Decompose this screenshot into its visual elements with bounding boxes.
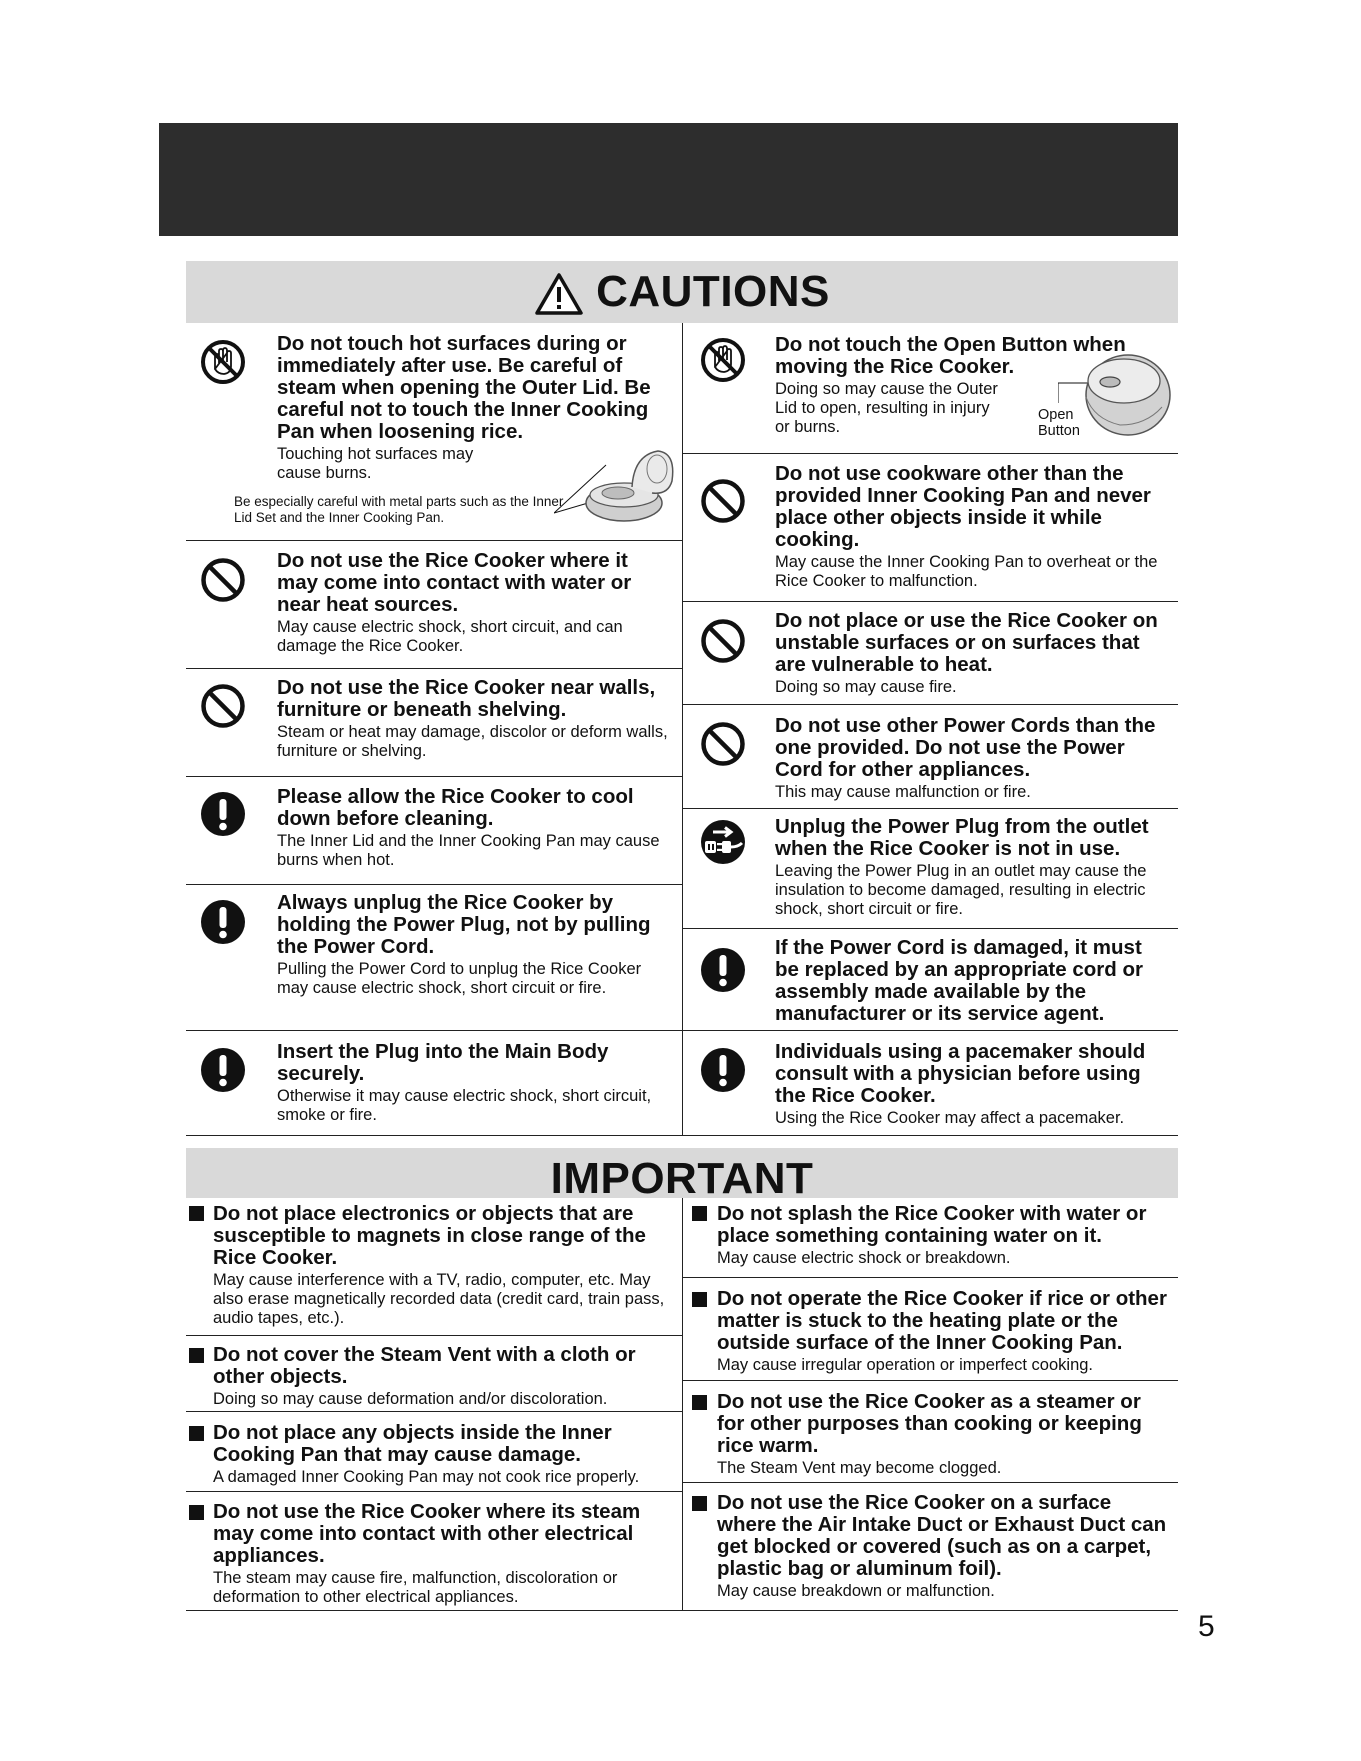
important-heading: Do not operate the Rice Cooker if rice or other matter is stuck to the heating plate or the outside surface of the Inner Cooking Pan. [717, 1287, 1167, 1354]
caution-note: Be especially careful with metal parts such as the Inner Lid Set and the Inner Cooking Pan. [234, 494, 564, 525]
caution-item [682, 602, 1178, 705]
important-heading: Do not cover the Steam Vent with a cloth or other objects. [213, 1343, 636, 1388]
bullet-square-icon [692, 1395, 707, 1410]
prohibited-icon [700, 618, 746, 664]
important-body: The steam may cause fire, malfunction, discoloration or deformation to other electrical appliances. [213, 1569, 618, 1606]
important-item [186, 1336, 682, 1412]
open-button-callout: Open Button [1038, 407, 1080, 439]
bullet-square-icon [189, 1505, 204, 1520]
important-title: IMPORTANT [550, 1154, 814, 1203]
caution-item [186, 777, 682, 885]
caution-body: Pulling the Power Cord to unplug the Rice Cooker may cause electric shock, short circuit or fire. [277, 960, 642, 997]
caution-item [186, 669, 682, 777]
caution-heading: Unplug the Power Plug from the outlet when the Rice Cooker is not in use. [775, 815, 1149, 860]
mandatory-icon [200, 1047, 246, 1093]
important-body: The Steam Vent may become clogged. [717, 1459, 1002, 1477]
important-body: May cause irregular operation or imperfect cooking. [717, 1356, 1094, 1374]
important-right-column [682, 1198, 1178, 1611]
mandatory-icon [700, 947, 746, 993]
no-touch-icon [700, 337, 746, 383]
caution-heading: Do not place or use the Rice Cooker on unstable surfaces or on surfaces that are vulnerable to heat. [775, 609, 1158, 676]
important-heading: Do not place electronics or objects that are susceptible to magnets in close range of the Rice Cooker. [213, 1202, 646, 1269]
caution-body: Doing so may cause the Outer Lid to open, resulting in injury or burns. [775, 380, 998, 436]
important-heading: Do not use the Rice Cooker on a surface where the Air Intake Duct or Exhaust Duct can get blocked or covered (such as on a carpet, plastic bag or aluminum foil). [717, 1491, 1167, 1580]
mandatory-icon [200, 791, 246, 837]
important-heading: Do not splash the Rice Cooker with water or place something containing water on it. [717, 1202, 1147, 1247]
caution-body: Touching hot surfaces may cause burns. [277, 445, 474, 482]
caution-body: Leaving the Power Plug in an outlet may cause the insulation to become damaged, resulting in electric shock, short circuit or fire. [775, 862, 1147, 918]
caution-item [682, 929, 1178, 1031]
caution-heading: Please allow the Rice Cooker to cool down before cleaning. [277, 785, 634, 830]
caution-heading: Do not use the Rice Cooker where it may come into contact with water or near heat sources. [277, 549, 632, 616]
caution-heading: If the Power Cord is damaged, it must be replaced by an appropriate cord or assembly made available by the manufacturer or its service agent. [775, 936, 1143, 1025]
important-banner [186, 1148, 1178, 1203]
important-body: A damaged Inner Cooking Pan may not cook rice properly. [213, 1468, 640, 1486]
important-heading: Do not use the Rice Cooker as a steamer or for other purposes than cooking or keeping rice warm. [717, 1390, 1142, 1457]
important-body: May cause electric shock or breakdown. [717, 1249, 1011, 1267]
no-touch-icon [200, 339, 246, 385]
caution-body: Otherwise it may cause electric shock, short circuit, smoke or fire. [277, 1087, 652, 1124]
important-heading: Do not use the Rice Cooker where its steam may come into contact with other electrical appliances. [213, 1500, 641, 1567]
cautions-title: CAUTIONS [596, 267, 830, 316]
important-body: May cause breakdown or malfunction. [717, 1582, 995, 1600]
unplug-icon [700, 819, 746, 865]
important-item [186, 1492, 682, 1611]
caution-heading: Do not touch the Open Button when moving the Rice Cooker. [775, 333, 1126, 378]
caution-item [186, 541, 682, 669]
caution-heading: Do not use the Rice Cooker near walls, furniture or beneath shelving. [277, 676, 656, 721]
caution-item [186, 885, 682, 1031]
prohibited-icon [200, 683, 246, 729]
mandatory-icon [200, 899, 246, 945]
important-item [186, 1412, 682, 1492]
caution-body: May cause the Inner Cooking Pan to overheat or the Rice Cooker to malfunction. [775, 553, 1158, 590]
caution-item [186, 1031, 682, 1136]
bullet-square-icon [692, 1206, 707, 1221]
important-item [682, 1483, 1178, 1611]
caution-item [682, 705, 1178, 809]
cautions-right-column [682, 323, 1178, 1136]
caution-body: Using the Rice Cooker may affect a pacemaker. [775, 1109, 1125, 1127]
bullet-square-icon [189, 1348, 204, 1363]
cautions-banner [186, 261, 1178, 323]
bullet-square-icon [692, 1496, 707, 1511]
caution-item [682, 809, 1178, 929]
important-item [682, 1381, 1178, 1483]
prohibited-icon [200, 557, 246, 603]
bullet-square-icon [189, 1206, 204, 1221]
caution-item [682, 323, 1178, 454]
prohibited-icon [700, 478, 746, 524]
mandatory-icon [700, 1047, 746, 1093]
caution-item [186, 323, 682, 541]
rice-cooker-illustration [1058, 341, 1173, 447]
prohibited-icon [700, 721, 746, 767]
caution-heading: Insert the Plug into the Main Body securely. [277, 1040, 609, 1085]
important-item [186, 1198, 682, 1336]
caution-item [682, 1031, 1178, 1136]
warning-triangle-icon [534, 272, 584, 316]
bullet-square-icon [189, 1426, 204, 1441]
important-item [682, 1278, 1178, 1381]
page-number: 5 [1198, 1610, 1215, 1643]
caution-heading: Do not use other Power Cords than the one provided. Do not use the Power Cord for other appliances. [775, 714, 1156, 781]
important-body: May cause interference with a TV, radio, computer, etc. May also erase magnetically recorded data (credit card, train pass, audio tapes, etc.). [213, 1271, 665, 1327]
important-left-column [186, 1198, 683, 1611]
caution-heading: Always unplug the Rice Cooker by holding the Power Plug, not by pulling the Power Cord. [277, 891, 651, 958]
caution-heading: Do not touch hot surfaces during or immediately after use. Be careful of steam when opening the Outer Lid. Be careful not to touch the Inner Cooking Pan when loosening rice. [277, 332, 651, 443]
caution-body: This may cause malfunction or fire. [775, 783, 1031, 801]
caution-body: Doing so may cause fire. [775, 678, 957, 696]
important-body: Doing so may cause deformation and/or discoloration. [213, 1390, 608, 1408]
caution-body: The Inner Lid and the Inner Cooking Pan may cause burns when hot. [277, 832, 660, 869]
rice-cooker-illustration [554, 447, 679, 527]
important-heading: Do not place any objects inside the Inner Cooking Pan that may cause damage. [213, 1421, 612, 1466]
caution-heading: Do not use cookware other than the provided Inner Cooking Pan and never place other objects inside it while cooking. [775, 462, 1151, 551]
caution-body: May cause electric shock, short circuit, and can damage the Rice Cooker. [277, 618, 623, 655]
header-bar [159, 123, 1178, 236]
caution-item [682, 454, 1178, 602]
caution-heading: Individuals using a pacemaker should consult with a physician before using the Rice Cooker. [775, 1040, 1146, 1107]
important-item [682, 1198, 1178, 1278]
cautions-left-column [186, 323, 683, 1136]
caution-body: Steam or heat may damage, discolor or deform walls, furniture or shelving. [277, 723, 668, 760]
bullet-square-icon [692, 1292, 707, 1307]
